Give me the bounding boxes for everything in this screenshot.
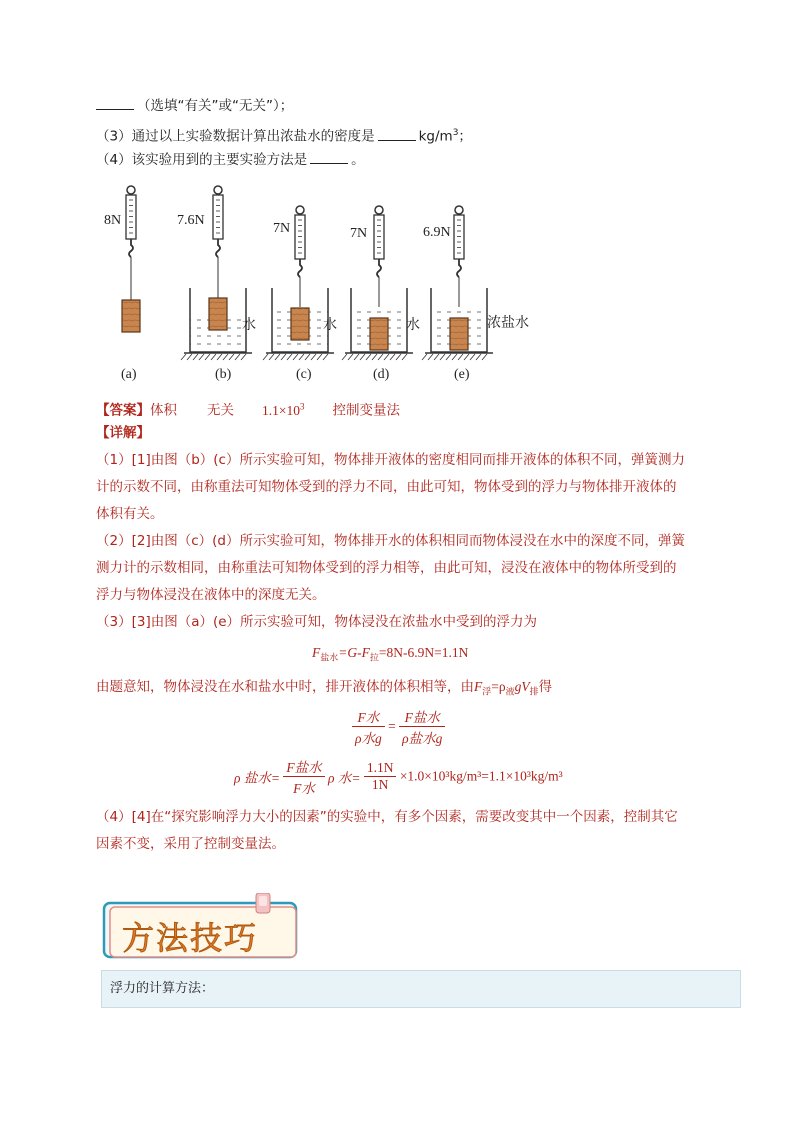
scale-body-icon (126, 195, 136, 239)
ground-hatch (235, 354, 240, 360)
banner-title: 方法技巧 (122, 919, 259, 957)
reading-b: 7.6N (177, 213, 205, 228)
q2-tail-line (96, 96, 293, 116)
scale-hook-icon (298, 259, 302, 277)
p2-line-2: 测力计的示数相同，由称重法可知物体受到的浮力相等，由此可知，浸没在液体中的物体所受到的 (96, 560, 677, 576)
reading-d: 7N (350, 226, 368, 241)
q3-end: ； (458, 128, 472, 145)
p3b-line: 由题意知，物体浸没在水和盐水中时，排开液体的体积相等，由$F_浮=\rho_液gV_排$得 (96, 679, 553, 698)
ground-hatch (464, 354, 469, 360)
label-c: (c) (296, 367, 312, 382)
q3-unit-exp: 3 (452, 128, 459, 138)
ground-hatch (360, 354, 365, 360)
liquid-e: 浓盐水 (487, 315, 529, 331)
p4-line-1: （4）[4]在“探究影响浮力大小的因素”的实验中，有多个因素，需要改变其中一个因素，控制其它 (96, 809, 678, 825)
formula-buoyancy: $F_{盐水}=G-F_拉=8N-6.9N=1.1N$ (312, 645, 469, 663)
ground-hatch (458, 354, 463, 360)
scale-body-icon (213, 195, 223, 239)
scale-hook-icon (457, 259, 461, 277)
ground-hatch (311, 354, 316, 360)
ground-hatch (396, 354, 401, 360)
ground-hatch (181, 354, 186, 360)
spring-scale-figure (96, 180, 536, 385)
ground-hatch (199, 354, 204, 360)
scale-body-icon (454, 215, 464, 259)
ground-hatch (342, 354, 347, 360)
ground-hatch (366, 354, 371, 360)
formula-density: ρ 盐水= $\frac{\text{F盐水}}{\text{F水}}$ ρ 水= $\frac{1.1N}{1N}$ ×1.0×10³kg/m³=1.1×10³kg/m³ (234, 756, 563, 797)
ground-hatch (269, 354, 274, 360)
ground-hatch (402, 354, 407, 360)
p2-line-3: 浮力与物体浸没在液体中的深度无关。 (96, 587, 326, 603)
ground-hatch (229, 354, 234, 360)
scale-body-icon (295, 215, 305, 259)
ground-hatch (205, 354, 210, 360)
wood-block (370, 318, 388, 350)
tip-box (101, 970, 741, 1008)
ground-hatch (211, 354, 216, 360)
ground-hatch (217, 354, 222, 360)
ground-hatch (452, 354, 457, 360)
ground-hatch (193, 354, 198, 360)
ground-hatch (384, 354, 389, 360)
scale-hook-icon (216, 239, 220, 257)
ground-hatch (299, 354, 304, 360)
scale-ring-icon (296, 206, 304, 214)
ground-hatch (440, 354, 445, 360)
reading-a: 8N (104, 213, 122, 228)
ground-hatch (348, 354, 353, 360)
ground-hatch (293, 354, 298, 360)
ground-hatch (287, 354, 292, 360)
ground-hatch (275, 354, 280, 360)
answer-3: $1.1\times 10^3$ (262, 401, 305, 418)
p3-line: （3）[3]由图（a）(e）所示实验可知，物体浸没在浓盐水中受到的浮力为 (96, 614, 538, 630)
label-a: (a) (121, 367, 137, 382)
p1-line-3: 体积有关。 (96, 506, 164, 522)
answer-blank[interactable] (96, 96, 134, 110)
ground-hatch (223, 354, 228, 360)
ground-hatch (354, 354, 359, 360)
ground-hatch (434, 354, 439, 360)
reading-e: 6.9N (423, 225, 451, 240)
label-b: (b) (215, 367, 232, 382)
wood-block (122, 300, 140, 332)
q3-line (96, 123, 472, 147)
liquid-b: 水 (242, 317, 256, 333)
ground-hatch (241, 354, 246, 360)
ground-hatch (470, 354, 475, 360)
q3-text: （3）通过以上实验数据计算出浓盐水的密度是 (96, 128, 375, 145)
ground-hatch (263, 354, 268, 360)
answer-2: 无关 (207, 402, 234, 419)
reading-c: 7N (273, 221, 291, 236)
ground-hatch (372, 354, 377, 360)
liquid-d: 水 (406, 317, 420, 333)
q2-tail-text: （选填“有关”或“无关”）； (137, 98, 294, 114)
label-d: (d) (373, 367, 390, 382)
liquid-c: 水 (323, 317, 337, 333)
scale-ring-icon (214, 186, 222, 194)
label-e: (e) (454, 367, 470, 382)
wood-block (209, 298, 227, 330)
wood-block (450, 318, 468, 350)
method-banner (100, 893, 300, 961)
ground-hatch (390, 354, 395, 360)
answer-4: 控制变量法 (332, 402, 400, 419)
answer-tag: 【答案】 (96, 402, 150, 419)
q4-line (96, 150, 365, 170)
answer-line (96, 396, 400, 421)
q3-unit: kg/m (418, 128, 453, 145)
scale-body-icon (374, 215, 384, 259)
answer-1: 体积 (150, 402, 177, 419)
q4-text: （4）该实验用到的主要实验方法是 (96, 152, 308, 168)
p1-line-2: 计的示数不同，由称重法可知物体受到的浮力不同，由此可知，物体受到的浮力与物体排开液体的 (96, 479, 677, 495)
scale-ring-icon (455, 206, 463, 214)
p1-line-1: （1）[1]由图（b）(c）所示实验可知，物体排开液体的密度相同而排开液体的体积不同，弹簧测力 (96, 452, 685, 468)
ground-hatch (428, 354, 433, 360)
answer-blank[interactable] (378, 127, 416, 141)
ground-hatch (446, 354, 451, 360)
ground-hatch (378, 354, 383, 360)
tip-text: 浮力的计算方法： (110, 981, 215, 996)
ground-hatch (476, 354, 481, 360)
answer-blank[interactable] (310, 150, 348, 164)
ground-hatch (422, 354, 427, 360)
ground-hatch (187, 354, 192, 360)
wood-block (291, 308, 309, 340)
scale-hook-icon (377, 259, 381, 277)
scale-ring-icon (375, 206, 383, 214)
ground-hatch (482, 354, 487, 360)
p2-line-1: （2）[2]由图（c）(d）所示实验可知，物体排开水的体积相同而物体浸没在水中的深度不同，弹簧 (96, 533, 685, 549)
scale-hook-icon (129, 239, 133, 257)
q4-end: 。 (351, 152, 365, 168)
formula-ratio: $\frac{\text{F水}}{\text{ρ水g}}$ = $\frac{\text{F盐水}}{\text{ρ盐水g}}$ (352, 706, 445, 747)
p4-line-2: 因素不变，采用了控制变量法。 (96, 836, 285, 852)
ground-hatch (305, 354, 310, 360)
ground-hatch (317, 354, 322, 360)
ground-hatch (281, 354, 286, 360)
detail-tag: 【详解】 (96, 425, 150, 441)
ground-hatch (323, 354, 328, 360)
scale-ring-icon (127, 186, 135, 194)
